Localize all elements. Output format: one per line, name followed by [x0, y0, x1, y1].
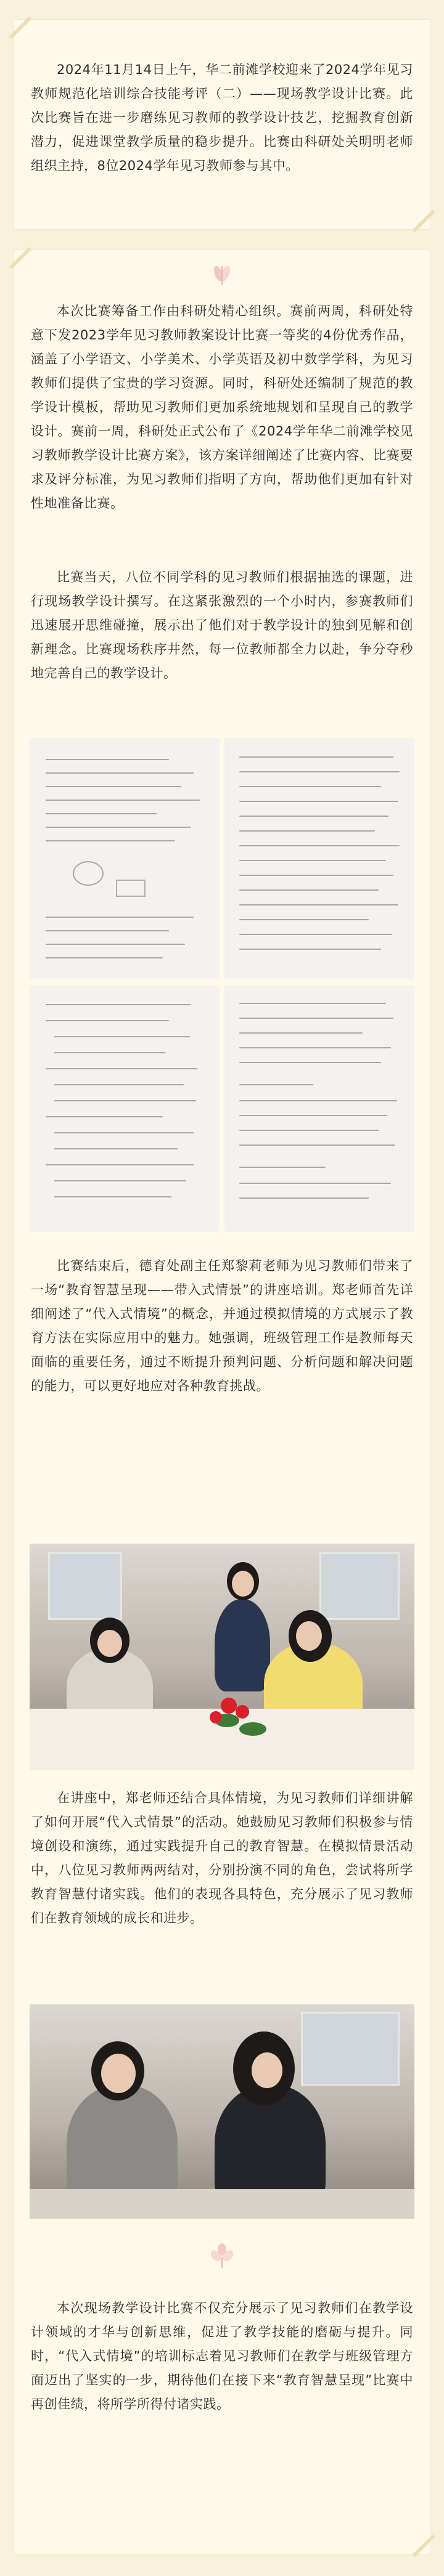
- intro-paragraph: 2024年11月14日上午，华二前滩学校迎来了2024学年见习教师规范化培训综合技能考评（二）——现场教学设计比赛。此次比赛旨在进一步磨练见习教师的教学设计技艺，挖掘教育创新潜力，促进课堂教学质量的稳步提升。比赛由科研处关明明老师组织主持，8位2024学年见习教师参与其中。: [31, 62, 413, 173]
- lesson-plan-photo-4: [224, 986, 414, 1232]
- lecture-photo: [30, 1544, 414, 1770]
- leaf-icon: [208, 260, 236, 287]
- intro-card: [14, 20, 430, 229]
- role-play-photo: [30, 2004, 414, 2219]
- paragraph-summary: 本次现场教学设计比赛不仅充分展示了见习教师们在教学设计领域的才华与创新思维，促进了教学技能的磨砺与提升。同时，“代入式情境”的培训标志着见习教师们在教学与班级管理方面迈出了坚实的一步，期待他们在接下来“教育智慧呈现”比赛中再创佳绩，将所学所得付诸实践。: [31, 2301, 413, 2412]
- paragraph-preparation: 本次比赛筹备工作由科研处精心组织。赛前两周，科研处特意下发2023学年见习教师教案设计比赛一等奖的4份优秀作品，涵盖了小学语文、小学美术、小学英语及初中数学学科，为见习教师们提供了宝贵的学习资源。同时，科研处还编制了规范的教学设计模板，帮助见习教师们更加系统地规划和呈现自己的教学设计。赛前一周，科研处正式公布了《2024学年华二前滩学校见习教师教学设计比赛方案》，该方案详细阐述了比赛内容、比赛要求及评分标准，为见习教师们指明了方向，帮助他们更加有针对性地准备比赛。: [31, 304, 413, 511]
- paragraph-competition-day: 比赛当天，八位不同学科的见习教师们根据抽选的课题，进行现场教学设计撰写。在这紧张激烈的一个小时内，参赛教师们迅速展开思维碰撞，展示出了他们对于教学设计的独到见解和创新理念。比赛现场秩序井然，每一位教师都全力以赴，争分夺秒地完善自己的教学设计。: [31, 570, 413, 681]
- lesson-plan-photo-1: [30, 738, 220, 979]
- lesson-plan-photo-3: [30, 986, 220, 1232]
- paragraph-scenario-activity: 在讲座中，郑老师还结合具体情境，为见习教师们详细讲解了如何开展“代入式情景”的活动。她鼓励见习教师们积极参与情境创设和演练，通过实践提升自己的教育智慧。在模拟情景活动中，八位见习教师两两结对，分别扮演不同的角色，尝试将所学教育智慧付诸实践。他们的表现各具特色，充分展示了见习教师们在教育领域的成长和进步。: [31, 1791, 413, 1926]
- lesson-plan-photo-2: [224, 738, 414, 979]
- paragraph-lecture: 比赛结束后，德育处副主任郑黎莉老师为见习教师们带来了一场“教育智慧呈现——带入式情景”的讲座培训。郑老师首先详细阐述了“代入式情境”的概念，并通过模拟情境的方式展示了教育方法在实际应用中的魅力。她强调，班级管理工作是教师每天面临的重要任务，通过不断提升预判问题、分析问题和解决问题的能力，可以更好地应对各种教育挑战。: [31, 1258, 413, 1393]
- flower-icon: [210, 2242, 234, 2269]
